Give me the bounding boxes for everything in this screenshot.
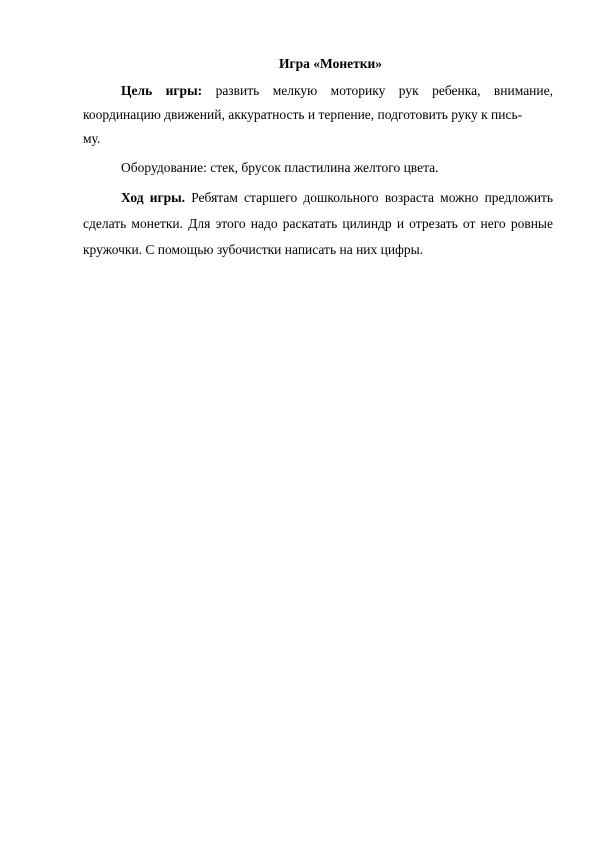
goal-tail: му. (83, 131, 101, 146)
procedure-lead: Ход игры. (121, 190, 186, 205)
equipment-paragraph: Оборудование: стек, брусок пластилина желтого цвета. (121, 160, 439, 175)
goal-text: развить мелкую моторику рук ребенка, внимание, координацию движений, аккуратность и терпение, подготовить руку к пись- (83, 83, 554, 122)
procedure-paragraph (83, 185, 553, 263)
goal-lead: Цель игры: (121, 83, 203, 98)
goal-paragraph (83, 79, 553, 151)
document-title: Игра «Монетки» (279, 56, 383, 71)
document-body (83, 55, 553, 263)
procedure-text: Ребятам старшего дошкольного возраста можно предложить сделать монетки. Для этого надо раскатать цилиндр и отрезать от него ровные кружочки. С помощью зубочистки написать на них цифры. (83, 190, 553, 257)
